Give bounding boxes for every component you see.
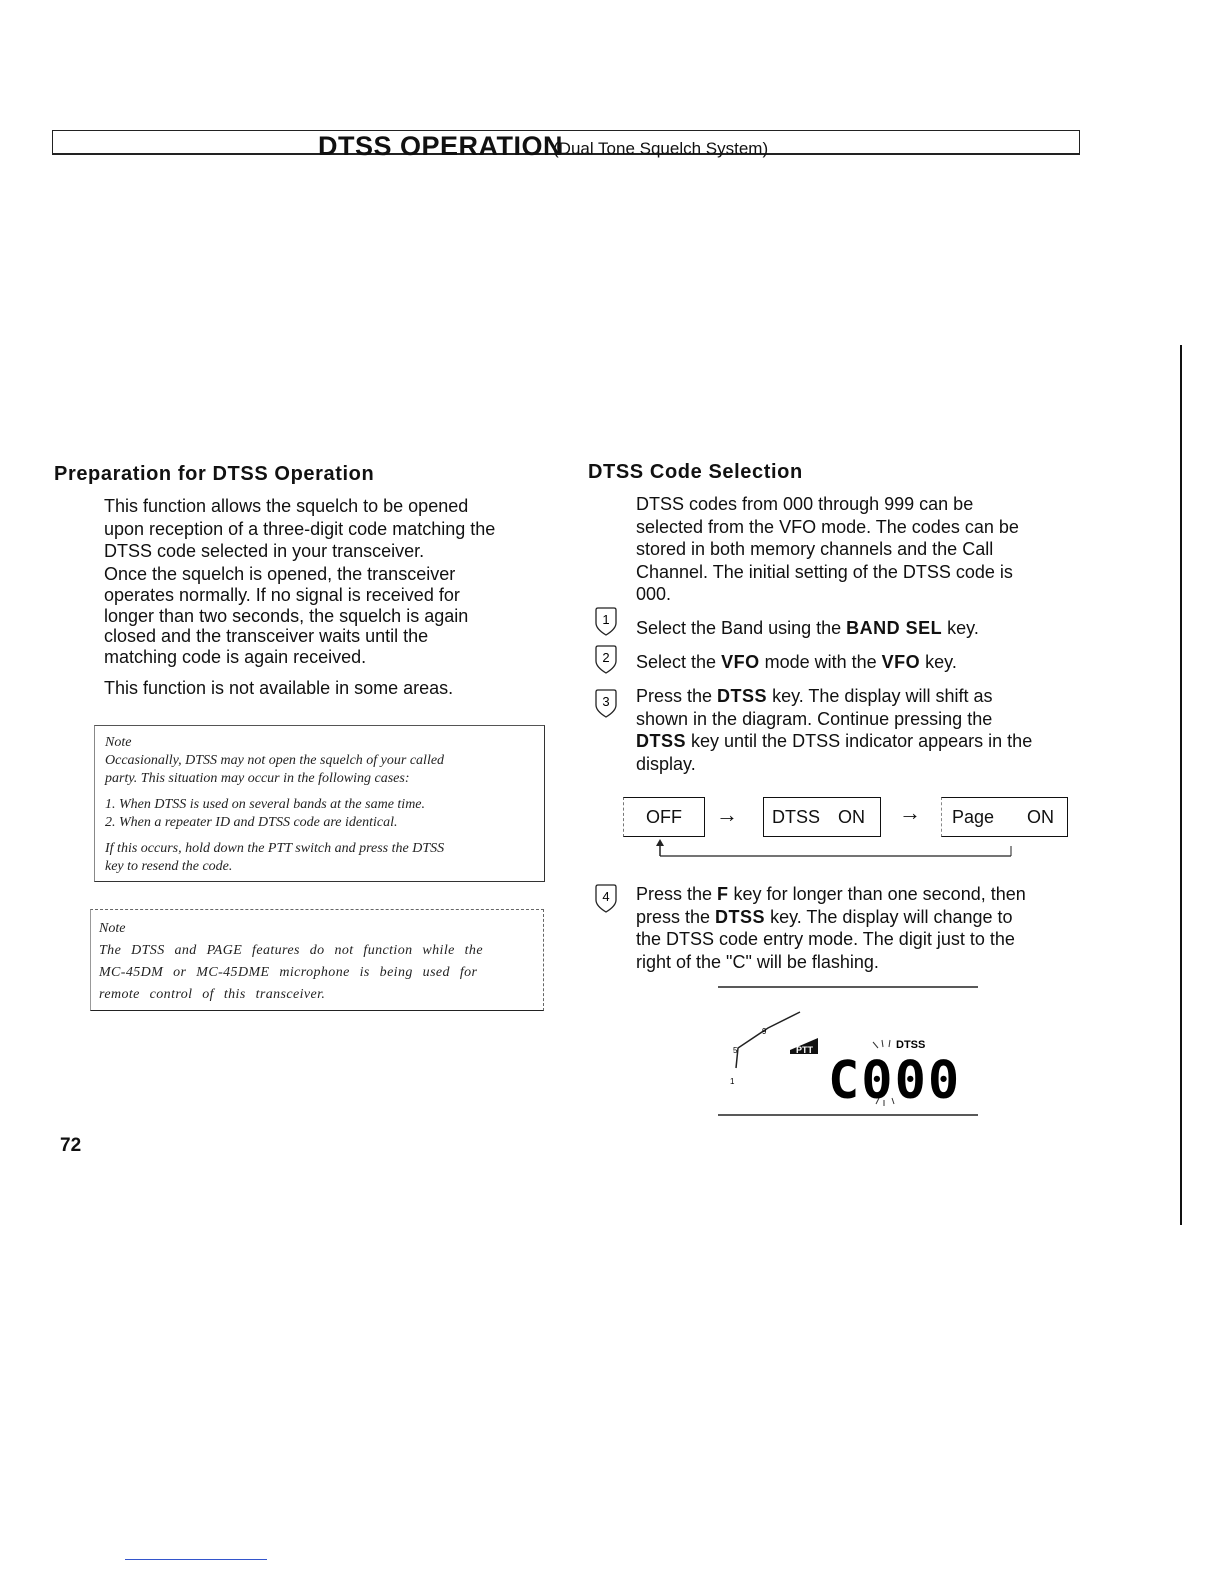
intro-line: 000. [636, 584, 672, 604]
note-item: 1. When DTSS is used on several bands at the same time. [105, 797, 426, 812]
step-3-icon [594, 689, 618, 719]
page-number: 72 [60, 1135, 82, 1156]
key-dtss: DTSS [717, 686, 768, 706]
scale-label: 1 [730, 1077, 735, 1086]
intro-line: upon reception of a three-digit code matching the [104, 518, 496, 539]
left-heading: Preparation for DTSS Operation [54, 463, 375, 485]
intro-line: This function allows the squelch to be opened [104, 496, 469, 516]
intro-line: closed and the transceiver waits until the [104, 626, 429, 646]
intro-line: DTSS code selected in your transceiver. [104, 541, 425, 561]
footer-rule [125, 1559, 267, 1560]
display-state-page-on: Page ON [941, 797, 1068, 837]
note-label: Note [105, 735, 132, 750]
key-vfo: VFO [881, 652, 921, 672]
arrow-right-icon: → [716, 802, 738, 827]
note-line: Occasionally, DTSS may not open the squelch of your called [105, 753, 445, 768]
note-box-1 [94, 725, 545, 882]
step-number: 4 [602, 889, 610, 904]
intro-line: matching code is again received. [104, 646, 367, 667]
availability-note: This function is not available in some areas. [104, 678, 454, 698]
scale-label: 9 [762, 1027, 767, 1036]
step-1-text: Select the Band using the BAND SEL key. [636, 618, 979, 638]
note-box-2 [90, 909, 544, 1011]
key-band-sel: BAND SEL [846, 618, 943, 638]
display-state-dtss-on: DTSS ON [763, 797, 881, 837]
display-state-off: OFF [623, 797, 705, 837]
right-heading: DTSS Code Selection [588, 461, 803, 483]
step-number: 3 [602, 694, 610, 709]
step-2-icon [594, 645, 618, 675]
key-dtss: DTSS [715, 906, 766, 927]
intro-line: selected from the VFO mode. The codes can be [636, 516, 1019, 537]
note-label: Note [99, 921, 126, 936]
note-line: remote control of this transceiver. [99, 987, 326, 1002]
intro-line: DTSS codes from 000 through 999 can be [636, 494, 974, 514]
ptt-label: PTT [796, 1045, 813, 1055]
key-vfo: VFO [721, 652, 760, 672]
step-2-text: Select the VFO mode with the VFO key. [636, 652, 957, 672]
arrow-right-icon: → [899, 800, 921, 825]
page-edge-rule [1180, 345, 1182, 1225]
note-line: If this occurs, hold down the PTT switch and press the DTSS [105, 841, 445, 856]
dtss-indicator: DTSS [896, 1039, 926, 1051]
intro-line: stored in both memory channels and the Call [636, 539, 994, 559]
cycle-return-arrow [648, 838, 1018, 860]
note-line: key to resend the code. [105, 859, 233, 874]
page-title: DTSS OPERATION [318, 131, 564, 161]
page-subtitle: (Dual Tone Squelch System) [553, 139, 769, 158]
note-item: 2. When a repeater ID and DTSS code are identical. [105, 815, 398, 830]
step-3-text: Press the DTSS key. The display will shift as shown in the diagram. Continue pressing the DTSS key until the DTSS indicator appears in the display. [636, 686, 1033, 774]
lcd-display-illustration [718, 986, 980, 1118]
step-4-icon [594, 884, 618, 914]
intro-line: operates normally. If no signal is received for [104, 585, 460, 605]
note-line: MC-45DM or MC-45DME microphone is being used for [99, 965, 478, 980]
step-number: 2 [602, 650, 610, 665]
intro-paragraph [104, 495, 564, 667]
intro-line: Once the squelch is opened, the transceiver [104, 563, 456, 584]
key-f: F [717, 884, 729, 904]
step-4-text: Press the F key for longer than one second, then press the DTSS key. The display will change to the DTSS code entry mode. The digit just to the right of the "C" will be flashing. [636, 884, 1026, 972]
step-1-icon [594, 607, 618, 637]
note-line: party. This situation may occur in the following cases: [105, 771, 410, 786]
note-line: The DTSS and PAGE features do not function while the [99, 943, 483, 958]
code-intro [636, 493, 1096, 606]
s-meter-arc [736, 1012, 800, 1068]
key-dtss: DTSS [636, 731, 687, 751]
step-number: 1 [602, 612, 610, 627]
scale-label: 5 [733, 1046, 738, 1055]
intro-line: Channel. The initial setting of the DTSS code is [636, 561, 1013, 582]
lcd-code-readout: C000 [828, 1051, 962, 1111]
intro-line: longer than two seconds, the squelch is again [104, 605, 469, 626]
